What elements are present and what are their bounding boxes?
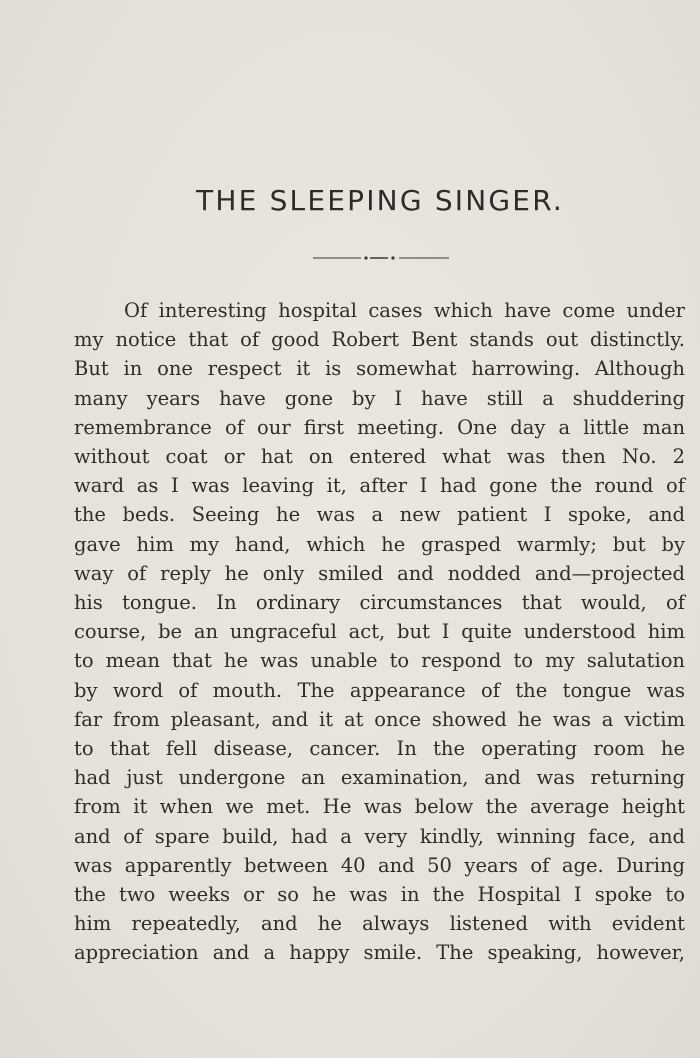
paragraph-line: remembrance of our first meeting. One day a little man <box>74 415 685 439</box>
paragraph-line: to that fell disease, cancer. In the operating room he <box>74 737 685 761</box>
paragraph-line: But in one respect it is somewhat harrowing. Although <box>74 357 685 381</box>
paragraph-line: from it when we met. He was below the average height <box>74 795 685 819</box>
paragraph-line: way of reply he only smiled and nodded and—projected <box>74 561 685 585</box>
paragraph-line: was apparently between 40 and 50 years of age. During <box>74 853 685 877</box>
chapter-title: THE SLEEPING SINGER. <box>196 184 564 217</box>
body-paragraph <box>74 296 685 968</box>
paragraph-line: Of interesting hospital cases which have come under <box>124 299 685 322</box>
paragraph-line: the beds. Seeing he was a new patient I spoke, and <box>74 503 685 527</box>
paragraph-line: and of spare build, had a very kindly, winning face, and <box>74 824 685 848</box>
paragraph-line: gave him my hand, which he grasped warmly; but by <box>74 532 685 556</box>
paragraph-line: course, be an ungraceful act, but I quite understood him <box>74 620 685 644</box>
paragraph-line: to mean that he was unable to respond to my salutation <box>74 649 685 673</box>
paragraph-line: his tongue. In ordinary circumstances that would, of <box>74 591 685 615</box>
paragraph-line: ward as I was leaving it, after I had gone the round of <box>74 474 685 498</box>
paragraph-line: had just undergone an examination, and was returning <box>74 766 685 790</box>
ornament-dot-left <box>364 256 367 259</box>
paragraph-line: him repeatedly, and he always listened with evident <box>74 912 685 936</box>
paragraph-line: far from pleasant, and it at once showed he was a victim <box>74 707 685 731</box>
ornament-divider <box>313 253 449 263</box>
paragraph-line: by word of mouth. The appearance of the tongue was <box>74 678 685 702</box>
paragraph-line: without coat or hat on entered what was then No. 2 <box>74 445 685 469</box>
paragraph-line: appreciation and a happy smile. The speaking, however, <box>74 941 685 965</box>
paragraph-line: many years have gone by I have still a shuddering <box>74 386 685 410</box>
ornament-dot-right <box>391 256 394 259</box>
paragraph-line: my notice that of good Robert Bent stands out distinctly. <box>74 328 685 352</box>
paragraph-line: the two weeks or so he was in the Hospital I spoke to <box>74 883 685 907</box>
